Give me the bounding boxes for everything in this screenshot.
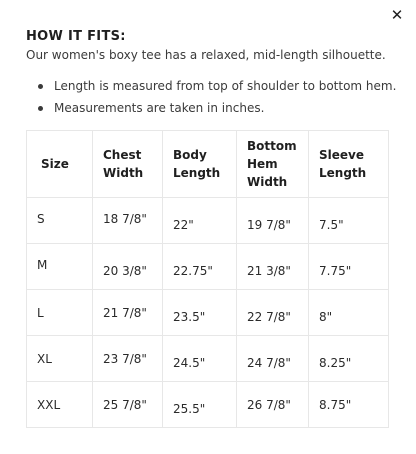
bottom-hem-width-cell: 19 7/8" [237,198,309,244]
table-row [27,198,389,244]
bottom-hem-width-cell: 26 7/8" [237,382,309,428]
body-length-cell: 25.5" [163,382,237,428]
intro-text: Our women's boxy tee has a relaxed, mid-length silhouette. [26,48,386,62]
table-row [27,336,389,382]
header-sleeve-length: Sleeve Length [309,131,389,198]
bottom-hem-width-cell: 21 3/8" [237,244,309,290]
chest-width-cell: 21 7/8" [93,290,163,336]
chest-width-cell: 25 7/8" [93,382,163,428]
size-cell: XXL [27,382,93,428]
size-cell: XL [27,336,93,382]
close-icon[interactable]: ✕ [390,6,404,24]
bottom-hem-width-cell: 24 7/8" [237,336,309,382]
body-length-cell: 24.5" [163,336,237,382]
size-chart-table [26,130,389,428]
size-cell: L [27,290,93,336]
chest-width-cell: 20 3/8" [93,244,163,290]
sleeve-length-cell: 8.75" [309,382,389,428]
size-cell: M [27,244,93,290]
sleeve-length-cell: 8.25" [309,336,389,382]
bottom-hem-width-cell: 22 7/8" [237,290,309,336]
header-body-length: Body Length [163,131,237,198]
table-row [27,244,389,290]
table-header-row [27,131,389,198]
table-row [27,382,389,428]
measurement-notes [26,77,396,121]
header-bottom-hem-width: Bottom Hem Width [237,131,309,198]
note-item: Length is measured from top of shoulder to bottom hem. [26,77,396,99]
table-row [27,290,389,336]
note-item: Measurements are taken in inches. [26,99,396,121]
sleeve-length-cell: 8" [309,290,389,336]
body-length-cell: 22" [163,198,237,244]
body-length-cell: 23.5" [163,290,237,336]
header-size: Size [27,131,93,198]
chest-width-cell: 23 7/8" [93,336,163,382]
body-length-cell: 22.75" [163,244,237,290]
size-cell: S [27,198,93,244]
sleeve-length-cell: 7.5" [309,198,389,244]
section-title: HOW IT FITS: [26,29,126,44]
header-chest-width: Chest Width [93,131,163,198]
sleeve-length-cell: 7.75" [309,244,389,290]
chest-width-cell: 18 7/8" [93,198,163,244]
